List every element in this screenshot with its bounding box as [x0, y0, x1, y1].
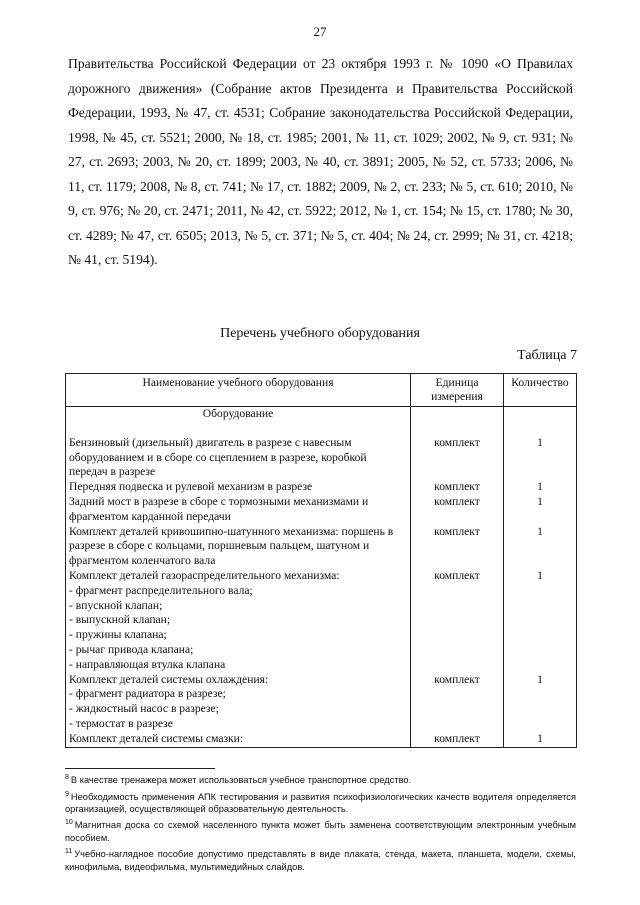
footnote: [65, 846, 576, 873]
equipment-quantity: 1: [504, 480, 577, 495]
footnote-text: Магнитная доска со схемой населенного пункта может быть заменена соответствующим электронным учебным пособием.: [65, 820, 576, 843]
equipment-name: Задний мост в разрезе в сборе с тормозными механизмами и фрагментом карданной передачи: [66, 495, 411, 525]
equipment-subitem: - направляющая втулка клапана: [69, 657, 226, 671]
footnote-text: Необходимость применения АПК тестирования и развития психофизиологических качеств водителя определяется организацией, осуществляющей образовательную деятельность.: [65, 791, 576, 814]
table-header-row: [66, 374, 577, 407]
equipment-subitem: - впускной клапан;: [69, 598, 163, 612]
section-title: Перечень учебного оборудования: [220, 326, 420, 341]
table-row: [66, 436, 577, 480]
table-row: [66, 732, 577, 747]
table-row: [66, 569, 577, 673]
equipment-name: Передняя подвеска и рулевой механизм в разрезе: [66, 480, 411, 495]
table-row: [66, 495, 577, 525]
equipment-name-cell: [66, 673, 411, 732]
equipment-unit: комплект: [411, 732, 504, 747]
table-caption: Таблица 7: [517, 348, 577, 363]
equipment-subitem: - пружины клапана;: [69, 628, 167, 642]
equipment-unit: комплект: [411, 436, 504, 480]
equipment-name: Комплект деталей кривошипно-шатунного механизма: поршень в разрезе в сборе с кольцами, поршневым пальцем, шатуном и фрагментом коленчатого вала: [66, 525, 411, 569]
footnote: [65, 817, 576, 844]
equipment-unit: комплект: [411, 495, 504, 525]
equipment-name: Комплект деталей системы смазки:: [66, 732, 411, 747]
footnote-text: В качестве тренажера может использоваться учебное транспортное средство.: [70, 775, 412, 786]
group-qty-empty: [504, 407, 577, 436]
table-row: [66, 480, 577, 495]
equipment-name-cell: [66, 569, 411, 673]
equipment-table: [65, 373, 577, 748]
equipment-name: Комплект деталей системы охлаждения:: [69, 672, 269, 686]
equipment-unit: комплект: [411, 673, 504, 732]
equipment-name: Комплект деталей газораспределительного механизма:: [69, 568, 340, 582]
table-group-row: [66, 407, 577, 436]
equipment-unit: комплект: [411, 525, 504, 569]
body-text: [68, 52, 573, 273]
group-label: Оборудование: [66, 407, 411, 436]
footnote-mark: 8: [65, 774, 69, 781]
equipment-quantity: 1: [504, 525, 577, 569]
equipment-quantity: 1: [504, 436, 577, 480]
footnote: [65, 772, 576, 787]
equipment-subitem: - фрагмент радиатора в разрезе;: [69, 687, 226, 701]
header-unit: Единица измерения: [411, 374, 504, 407]
footnotes: [65, 772, 576, 875]
page-number: 27: [313, 24, 327, 39]
equipment-unit: комплект: [411, 480, 504, 495]
equipment-quantity: 1: [504, 673, 577, 732]
table-row: [66, 525, 577, 569]
equipment-subitem: - жидкостный насос в разрезе;: [69, 702, 219, 716]
header-quantity: Количество: [504, 374, 577, 407]
equipment-quantity: 1: [504, 732, 577, 747]
equipment-subitem: - выпускной клапан;: [69, 613, 171, 627]
footnote-separator: [65, 768, 215, 769]
header-name: Наименование учебного оборудования: [66, 374, 411, 407]
footnote-text: Учебно-наглядное пособие допустимо представлять в виде плаката, стенда, макета, планшета, модели, схемы, кинофильма, видеофильма, мультимедийных слайдов.: [65, 849, 576, 872]
equipment-unit: комплект: [411, 569, 504, 673]
footnote-mark: 9: [65, 790, 69, 798]
equipment-subitem: - термостат в разрезе: [69, 716, 173, 730]
footnote: [65, 789, 576, 816]
legal-references-paragraph: Правительства Российской Федерации от 23 октября 1993 г. № 1090 «О Правилах дорожного движения» (Собрание актов Президента и Правительства Российской Федерации, 1993, № 47, ст. 4531; Собрание законодательства Российской Федерации, 1998, № 45, ст. 5521; 2000, № 18, ст. 1985; 2001, № 11, ст. 1029; 2002, № 9, ст. 931; № 27, ст. 2693; 2003, № 20, ст. 1899; 2003, № 40, ст. 3891; 2005, № 52, ст. 5733; 2006, № 11, ст. 1179; 2008, № 8, ст. 741; № 17, ст. 1882; 2009, № 2, ст. 233; № 5, ст. 610; 2010, № 9, ст. 976; № 20, ст. 2471; 2011, № 42, ст. 5922; 2012, № 1, ст. 154; № 15, ст. 1780; № 30, ст. 4289; № 47, ст. 6505; 2013, № 5, ст. 371; № 5, ст. 404; № 24, ст. 2999; № 31, ст. 4218; № 41, ст. 5194).: [68, 56, 573, 267]
table-row: [66, 673, 577, 732]
equipment-subitem: - фрагмент распределительного вала;: [69, 583, 253, 597]
group-unit-empty: [411, 407, 504, 436]
equipment-quantity: 1: [504, 569, 577, 673]
footnote-mark: 10: [65, 819, 73, 827]
equipment-quantity: 1: [504, 495, 577, 525]
footnote-mark: 11: [65, 848, 73, 856]
equipment-name: Бензиновый (дизельный) двигатель в разрезе с навесным оборудованием и в сборе со сцеплением в разрезе, коробкой передач в разрезе: [66, 436, 411, 480]
equipment-subitem: - рычаг привода клапана;: [69, 642, 194, 656]
